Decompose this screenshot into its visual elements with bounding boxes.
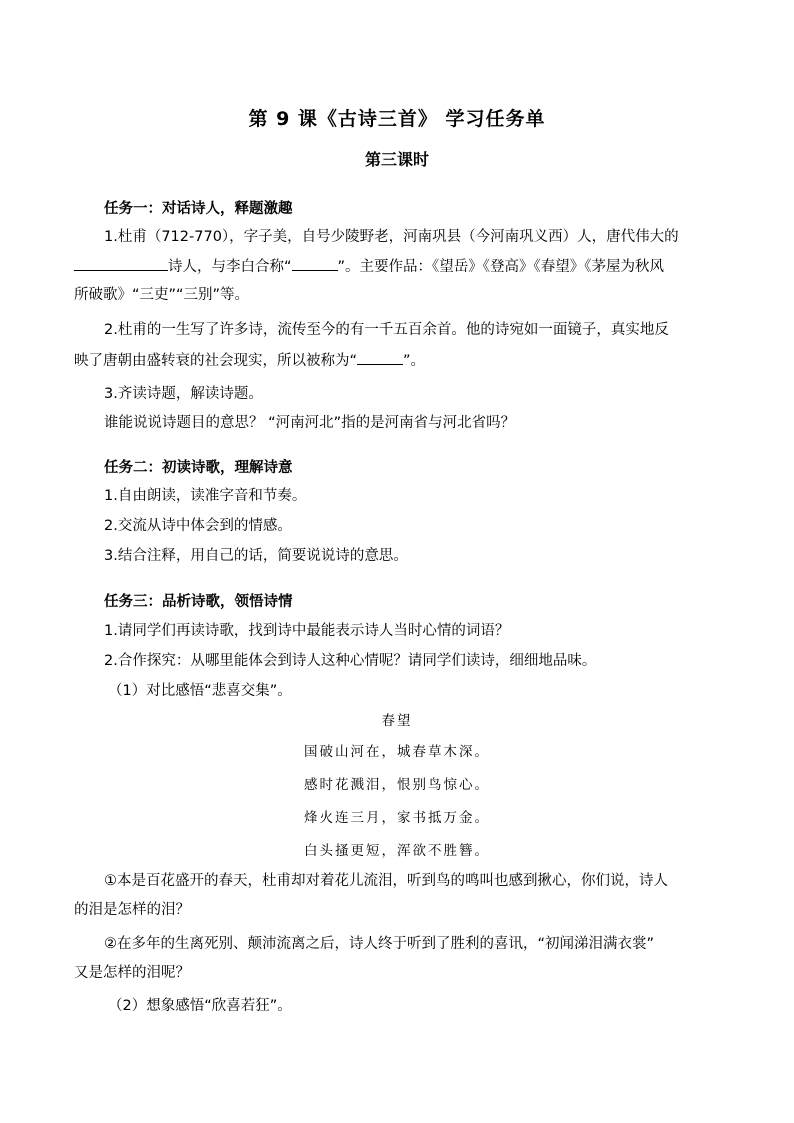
task2-item: 2.交流从诗中体会到的情感。 [104,518,292,534]
task3-item2: 2.合作探究：从哪里能体会到诗人这种心情呢？请同学们读诗，细细地品味。 [104,653,597,669]
task3-q2-line1: ②在多年的生离死别、颠沛流离之后，诗人终于听到了胜利的喜讯，“初闻涕泪满衣裳” [104,936,655,952]
fill-blank[interactable] [292,256,338,271]
task3-q1-line1: ①本是百花盛开的春天，杜甫却对着花儿流泪，听到鸟的鸣叫也感到揪心，你们说，诗人 [104,873,668,889]
page-title: 第 9 课《古诗三首》 学习任务单 [248,108,546,130]
task3-sub2: （2）想象感悟“欣喜若狂”。 [108,998,292,1014]
task1-item2-text-end: ”。 [403,353,426,369]
task1-item2-text: 映了唐朝由盛转衰的社会现实，所以被称为“ [74,353,358,369]
poem-line: 感时花溅泪，恨别鸟惊心。 [304,777,490,793]
task3-sub1: （1）对比感悟“悲喜交集”。 [108,683,292,699]
poem-line: 白头搔更短，浑欲不胜簪。 [304,843,490,859]
task1-item1-text: 诗人，与李白合称“ [168,259,292,275]
fill-blank[interactable] [357,350,403,365]
fill-blank[interactable] [74,256,168,271]
task3-item1: 1.请同学们再读诗歌，找到诗中最能表示诗人当时心情的词语？ [104,623,510,639]
task2-heading: 任务二：初读诗歌，理解诗意 [104,460,293,476]
task3-q2-line2: 又是怎样的泪呢？ [74,965,190,981]
task1-item2-line1: 2.杜甫的一生写了许多诗，流传至今的有一千五百余首。他的诗宛如一面镜子，真实地反 [104,322,669,338]
page-subtitle: 第三课时 [364,150,429,169]
task3-q1-line2: 的泪是怎样的泪？ [74,902,190,918]
task1-item1-text-end: ”。主要作品：《望岳》《登高》《春望》《茅屋为秋风 [337,259,665,275]
task1-heading: 任务一：对话诗人，释题激趣 [104,201,293,217]
task2-item: 3.结合注释，用自己的话，简要说说诗的意思。 [104,548,408,564]
task3-heading: 任务三：品析诗歌，领悟诗情 [104,594,293,610]
task2-item: 1.自由朗读，读准字音和节奏。 [104,488,307,504]
poem-line: 烽火连三月，家书抵万金。 [304,810,490,826]
task1-question: 谁能说说诗题目的意思？ “河南河北”指的是河南省与河北省吗？ [104,415,516,431]
poem-title: 春望 [381,713,413,729]
task1-item1-line1: 1.杜甫（712-770），字子美，自号少陵野老，河南巩县（今河南巩义西）人，唐代伟大的 [104,229,679,245]
task1-item1-line3: 所破歌》“三吏”“三别”等。 [74,287,250,303]
task1-item3: 3.齐读诗题，解读诗题。 [104,386,263,402]
task1-item2-line2 [74,350,425,371]
task1-item1-line2 [74,256,664,277]
poem-line: 国破山河在，城春草木深。 [304,744,490,760]
